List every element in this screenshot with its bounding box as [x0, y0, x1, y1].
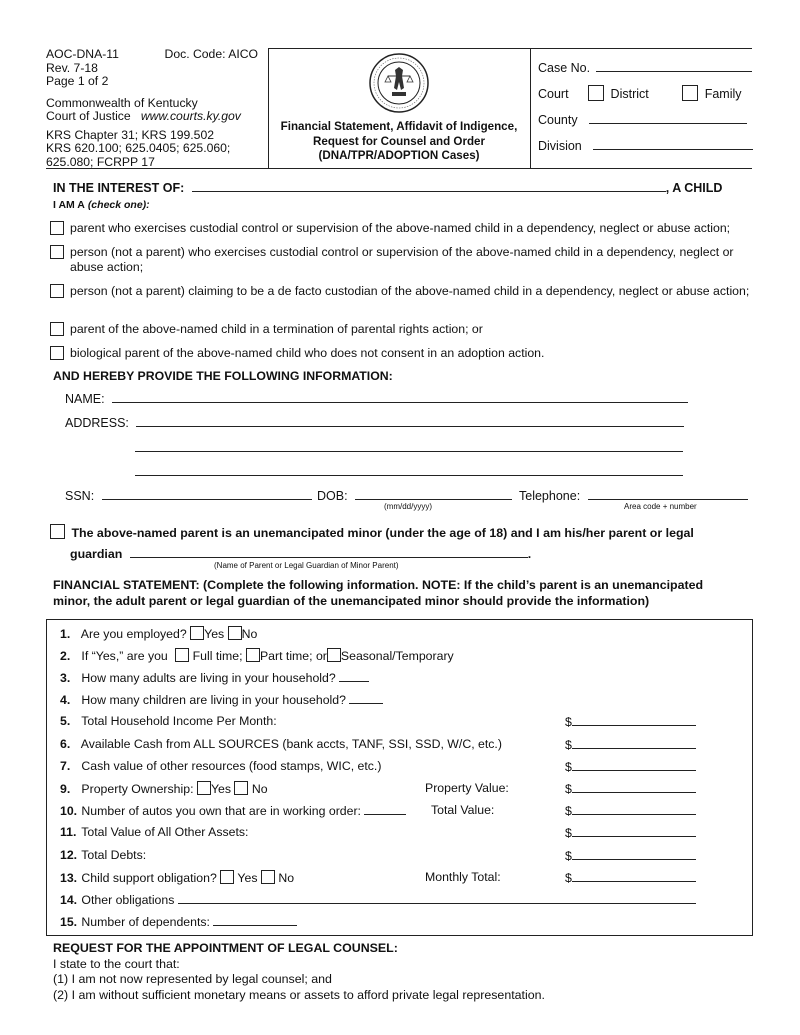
- website: www.courts.ky.gov: [140, 109, 241, 123]
- q13-text: Child support obligation?: [81, 871, 217, 885]
- court-of-justice: Court of Justice: [46, 109, 131, 123]
- q13-row: [60, 870, 294, 885]
- q15-num: 15.: [60, 915, 78, 929]
- name-field[interactable]: [112, 391, 688, 403]
- full-time-checkbox[interactable]: [175, 648, 189, 662]
- child-support-yes-label: Yes: [237, 871, 258, 885]
- financial-statement-box: [46, 619, 753, 936]
- family-label: Family: [704, 87, 742, 101]
- q2-text: If “Yes,” are you: [81, 649, 168, 663]
- court-row: [538, 85, 742, 101]
- form-title: [268, 120, 530, 164]
- q5-text: Total Household Income Per Month:: [81, 714, 277, 728]
- header-top-rule: [268, 48, 530, 49]
- q1-yes-checkbox[interactable]: [190, 626, 204, 640]
- district-checkbox[interactable]: [588, 85, 604, 101]
- financial-heading: [53, 577, 753, 609]
- children-field[interactable]: [349, 692, 383, 704]
- form-code: AOC-DNA-11: [46, 47, 119, 61]
- child-support-yes-checkbox[interactable]: [220, 870, 234, 884]
- krs-line-1: KRS Chapter 31; KRS 199.502: [46, 127, 215, 142]
- property-value-label: Property Value:: [425, 781, 509, 795]
- option-2: [50, 245, 750, 275]
- q10-text: Number of autos you own that are in working order:: [81, 804, 361, 818]
- interest-row: [53, 180, 722, 195]
- info-heading: AND HEREBY PROVIDE THE FOLLOWING INFORMATION:: [53, 369, 393, 383]
- q1-num: 1.: [60, 627, 71, 641]
- q3-row: [60, 670, 369, 685]
- option-3-checkbox[interactable]: [50, 284, 64, 298]
- q10-num: 10.: [60, 804, 78, 818]
- child-support-no-checkbox[interactable]: [261, 870, 275, 884]
- dob-label: DOB:: [317, 489, 348, 503]
- resources-field[interactable]: [572, 759, 696, 771]
- minor-text: The above-named parent is an unemancipated minor (under the age of 18) and I am his/her parent or legal: [71, 526, 694, 540]
- ssn-field[interactable]: [102, 488, 312, 500]
- title-line-2: Request for Counsel and Order: [313, 134, 485, 148]
- i-am-hint: (check one):: [87, 199, 150, 211]
- case-no-field[interactable]: [596, 60, 752, 72]
- q14-num: 14.: [60, 893, 78, 907]
- option-1-checkbox[interactable]: [50, 221, 64, 235]
- telephone-field[interactable]: [588, 488, 748, 500]
- option-1-text: parent who exercises custodial control or supervision of the above-named child in a dependency, neglect or abuse action;: [70, 221, 731, 235]
- q10-amount: $: [565, 803, 696, 818]
- q11-num: 11.: [60, 825, 77, 839]
- q5-row: [60, 714, 277, 728]
- q6-num: 6.: [60, 737, 71, 751]
- name-row: [65, 391, 688, 406]
- q6-text: Available Cash from ALL SOURCES (bank accts, TANF, SSI, SSD, W/C, etc.): [80, 737, 502, 751]
- q1-no-checkbox[interactable]: [228, 626, 242, 640]
- county-field[interactable]: [589, 112, 747, 124]
- interest-suffix: , A CHILD: [665, 181, 723, 195]
- q7-row: [60, 759, 381, 773]
- q7-text: Cash value of other resources (food stamps, WIC, etc.): [81, 759, 382, 773]
- county-row: [538, 112, 747, 127]
- district-label: District: [610, 87, 649, 101]
- dob-hint: (mm/dd/yyyy): [384, 502, 432, 511]
- q12-amount: $: [565, 848, 696, 863]
- court-label: Court: [538, 87, 569, 101]
- counsel-section: [53, 941, 545, 1003]
- counsel-line-3: (2) I am without sufficient monetary means or assets to afford private legal representation.: [53, 987, 545, 1002]
- part-time-label: Part time; or: [259, 649, 327, 663]
- property-value-field[interactable]: [572, 781, 696, 793]
- total-value-label: Total Value:: [431, 803, 495, 817]
- counsel-line-2: (1) I am not now represented by legal counsel; and: [53, 972, 332, 986]
- q14-text: Other obligations: [81, 893, 175, 907]
- q12-text: Total Debts:: [81, 848, 147, 862]
- address-field-1[interactable]: [136, 415, 684, 427]
- adults-field[interactable]: [339, 670, 369, 682]
- option-4-text: parent of the above-named child in a termination of parental rights action; or: [70, 322, 483, 336]
- title-line-1: Financial Statement, Affidavit of Indigence,: [280, 120, 518, 133]
- q11-row: [60, 825, 248, 839]
- q2-num: 2.: [60, 649, 71, 663]
- income-field[interactable]: [572, 714, 696, 726]
- property-no-checkbox[interactable]: [234, 781, 248, 795]
- interest-label: IN THE INTEREST OF:: [53, 181, 185, 195]
- q2-row: [60, 648, 454, 663]
- q1-row: [60, 626, 257, 641]
- q1-yes-label: Yes: [204, 627, 225, 641]
- option-5: [50, 346, 750, 361]
- full-time-label: Full time;: [192, 649, 243, 663]
- q9-amount: $: [565, 781, 696, 796]
- seasonal-label: Seasonal/Temporary: [340, 649, 454, 663]
- header-top-rule-right: [530, 48, 752, 49]
- doc-code: Doc. Code: AICO: [164, 47, 258, 61]
- option-5-text: biological parent of the above-named child who does not consent in an adoption action.: [70, 346, 545, 360]
- autos-field[interactable]: [364, 803, 406, 815]
- seasonal-checkbox[interactable]: [327, 648, 341, 662]
- case-no-label: Case No.: [538, 61, 591, 75]
- option-4-checkbox[interactable]: [50, 322, 64, 336]
- family-checkbox[interactable]: [682, 85, 698, 101]
- address-row: [65, 415, 684, 430]
- financial-heading-line-1: FINANCIAL STATEMENT: (Complete the following information. NOTE: If the child’s parent is an unemancipated: [53, 578, 704, 592]
- division-row: [538, 138, 753, 153]
- header-left: [46, 48, 268, 169]
- option-2-checkbox[interactable]: [50, 245, 64, 259]
- guardian-label: guardian: [70, 547, 123, 561]
- q6-amount: $: [565, 737, 696, 752]
- case-no-row: [538, 60, 752, 75]
- header-bottom-rule: [46, 168, 752, 169]
- property-no-label: No: [251, 782, 268, 796]
- division-label: Division: [538, 139, 582, 153]
- dob-row: [317, 488, 512, 503]
- q4-num: 4.: [60, 693, 71, 707]
- q5-amount: $: [565, 714, 696, 729]
- q13-num: 13.: [60, 871, 78, 885]
- dob-field[interactable]: [355, 488, 512, 500]
- ssn-label: SSN:: [65, 489, 95, 503]
- q6-row: [60, 737, 502, 751]
- q9-row: [60, 781, 268, 796]
- ssn-row: [65, 488, 312, 503]
- option-5-checkbox[interactable]: [50, 346, 64, 360]
- telephone-label: Telephone:: [519, 489, 581, 503]
- cash-field[interactable]: [572, 737, 696, 749]
- other-assets-field[interactable]: [572, 825, 696, 837]
- guardian-hint: (Name of Parent or Legal Guardian of Minor Parent): [214, 561, 399, 570]
- q7-amount: $: [565, 759, 696, 774]
- child-support-no-label: No: [278, 871, 295, 885]
- address-field-3[interactable]: [135, 464, 683, 476]
- address-label: ADDRESS:: [65, 416, 129, 430]
- counsel-heading: REQUEST FOR THE APPOINTMENT OF LEGAL COUNSEL:: [53, 941, 398, 955]
- guardian-field[interactable]: [130, 546, 528, 558]
- q12-num: 12.: [60, 848, 78, 862]
- dependents-field[interactable]: [213, 914, 297, 926]
- q7-num: 7.: [60, 759, 71, 773]
- telephone-row: [519, 488, 748, 503]
- minor-row: [50, 524, 750, 540]
- telephone-hint: Area code + number: [624, 502, 697, 511]
- q11-amount: $: [565, 825, 696, 840]
- minor-checkbox[interactable]: [50, 524, 65, 539]
- revision: Rev. 7-18: [46, 60, 98, 75]
- q3-num: 3.: [60, 671, 71, 685]
- name-label: NAME:: [65, 392, 105, 406]
- i-am-label: I AM A: [53, 199, 85, 211]
- commonwealth: Commonwealth of Kentucky: [46, 95, 198, 110]
- debts-field[interactable]: [572, 848, 696, 860]
- monthly-total-label: Monthly Total:: [425, 870, 501, 884]
- krs-line-3: 625.080; FCRPP 17: [46, 154, 155, 169]
- q12-row: [60, 848, 146, 862]
- monthly-total-field[interactable]: [572, 870, 696, 882]
- property-yes-checkbox[interactable]: [197, 781, 211, 795]
- autos-value-field[interactable]: [572, 803, 696, 815]
- division-field[interactable]: [593, 138, 753, 150]
- q9-text: Property Ownership:: [81, 782, 194, 796]
- q9-num: 9.: [60, 782, 71, 796]
- option-1: [50, 221, 750, 236]
- financial-heading-line-2: minor, the adult parent or legal guardian of the unemancipated minor should provide the information): [53, 594, 650, 608]
- title-line-3: (DNA/TPR/ADOPTION Cases): [318, 149, 480, 162]
- option-4: [50, 322, 750, 337]
- q15-text: Number of dependents:: [81, 915, 210, 929]
- q10-row: [60, 803, 406, 818]
- page-number: Page 1 of 2: [46, 74, 109, 88]
- part-time-checkbox[interactable]: [246, 648, 260, 662]
- guardian-row: guardian .: [70, 547, 532, 561]
- option-3-text: person (not a parent) claiming to be a de facto custodian of the above-named child in a dependency, neglect or abuse action;: [70, 284, 750, 298]
- q5-num: 5.: [60, 714, 71, 728]
- county-label: County: [538, 113, 578, 127]
- option-3: [50, 284, 750, 299]
- q4-row: [60, 692, 383, 707]
- header-divider-right: [530, 48, 531, 168]
- krs-line-2: KRS 620.100; 625.0405; 625.060;: [46, 141, 231, 155]
- kentucky-seal: [368, 52, 430, 114]
- q3-text: How many adults are living in your household?: [81, 671, 336, 685]
- address-field-2[interactable]: [135, 440, 683, 452]
- q4-text: How many children are living in your household?: [81, 693, 346, 707]
- property-yes-label: Yes: [210, 782, 231, 796]
- i-am-row: [53, 199, 150, 211]
- q11-text: Total Value of All Other Assets:: [81, 825, 249, 839]
- q1-no-label: No: [241, 627, 258, 641]
- q15-row: [60, 914, 297, 929]
- option-2-text: person (not a parent) who exercises custodial control or supervision of the above-named child in a dependency, neglect or abuse action;: [70, 245, 734, 274]
- child-name-field[interactable]: [192, 180, 666, 192]
- counsel-line-1: I state to the court that:: [53, 956, 180, 971]
- q13-amount: $: [565, 870, 696, 885]
- q1-text: Are you employed?: [80, 627, 187, 641]
- q14-row: [60, 892, 696, 907]
- other-obligations-field[interactable]: [178, 892, 696, 904]
